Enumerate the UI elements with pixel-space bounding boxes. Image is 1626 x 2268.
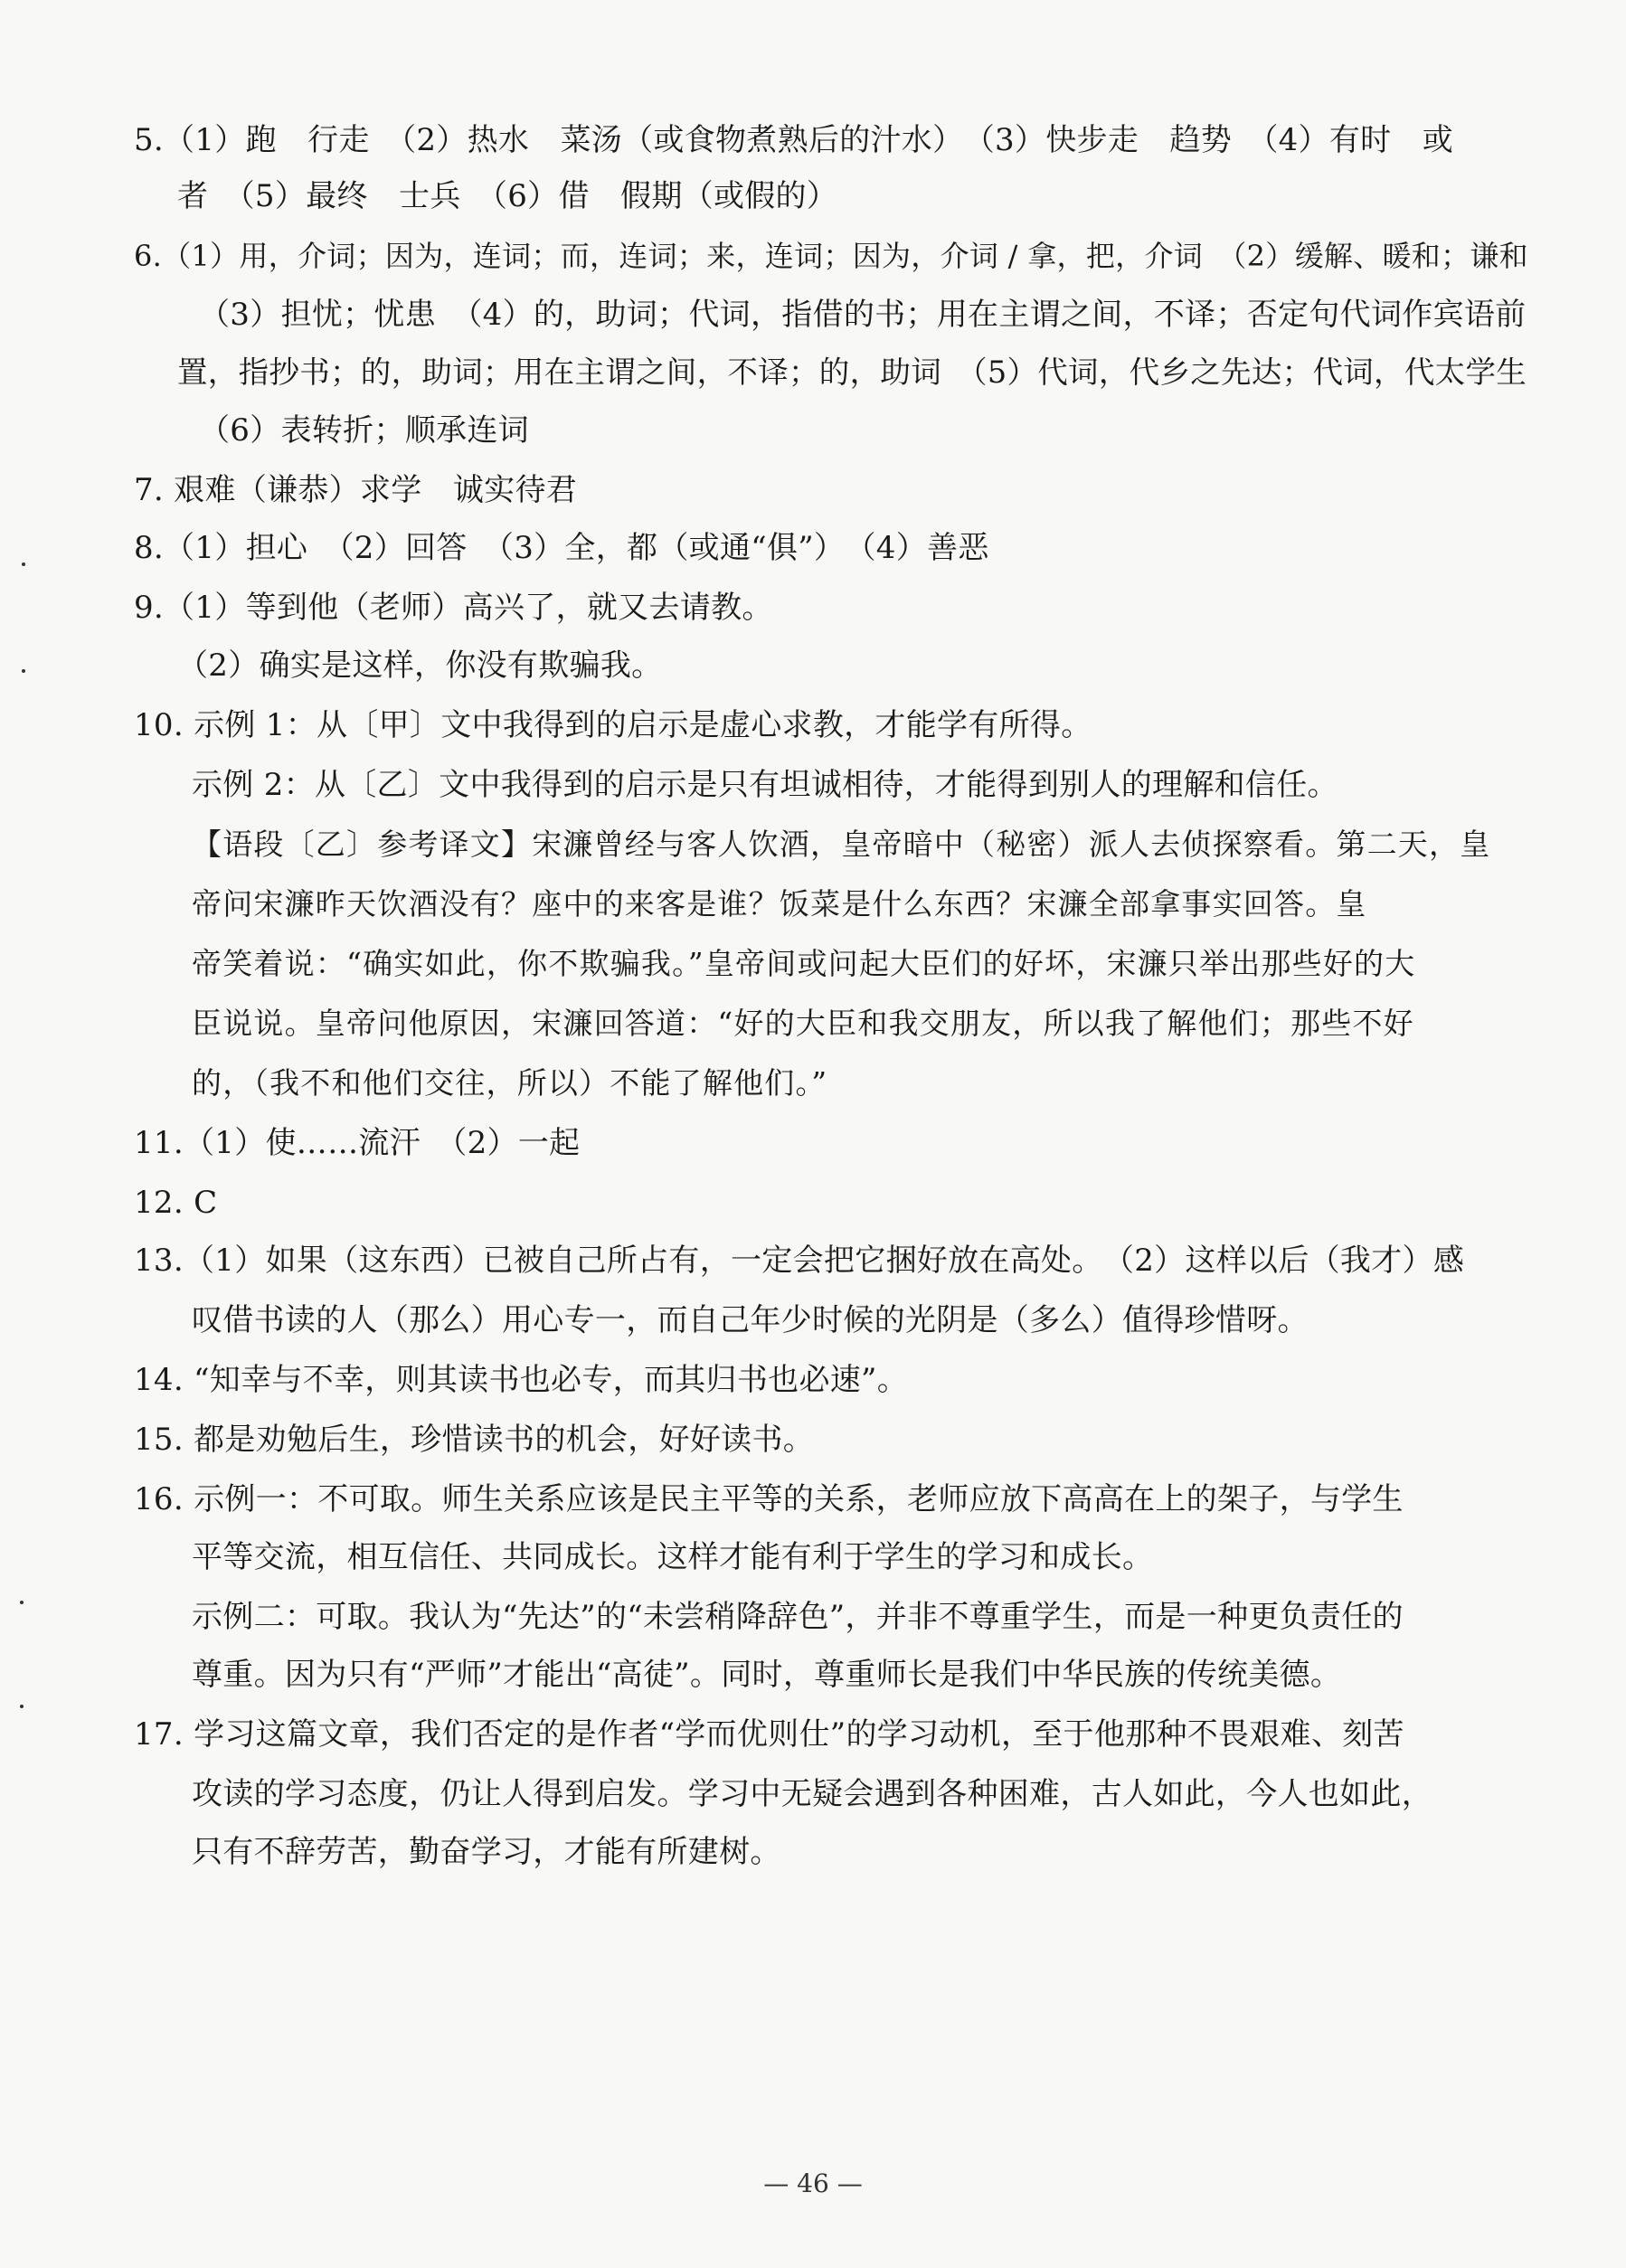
answer-15: 15. 都是劝勉后生，珍惜读书的机会，好好读书。 <box>134 1422 815 1458</box>
translation-line-1: 【语段〔乙〕参考译文】宋濂曾经与客人饮酒，皇帝暗中（秘密）派人去侦探察看。第二天，皇 <box>192 827 1491 862</box>
answer-9-line-1: 9.（1）等到他（老师）高兴了，就又去请教。 <box>134 590 773 626</box>
answer-5-line-1: 5.（1）跑 行走 （2）热水 菜汤（或食物煮熟后的汁水） （3）快步走 趋势 （4）有时 或 <box>134 122 1454 158</box>
answer-16-line-2: 平等交流，相互信任、共同成长。这样才能有利于学生的学习和成长。 <box>192 1539 1154 1575</box>
answer-6-line-2: （3）担忧；忧患 （4）的，助词；代词，指借的书；用在主谓之间，不译；否定句代词作宾语前 <box>199 297 1527 333</box>
translation-line-3: 帝笑着说：“确实如此，你不欺骗我。”皇帝间或问起大臣们的好坏，宋濂只举出那些好的大 <box>192 946 1416 981</box>
answer-6-line-4: （6）表转折；顺承连词 <box>199 412 529 449</box>
answer-9-line-2: （2）确实是这样，你没有欺骗我。 <box>177 647 663 684</box>
scan-speck <box>20 1601 24 1604</box>
translation-line-4: 臣说说。皇帝问他原因，宋濂回答道：“好的大臣和我交朋友，所以我了解他们；那些不好 <box>192 1006 1414 1041</box>
answer-11: 11.（1）使……流汗 （2）一起 <box>134 1125 581 1161</box>
scan-speck <box>22 669 25 673</box>
answer-13-line-1: 13.（1）如果（这东西）已被自己所占有，一定会把它捆好放在高处。 （2）这样以后（我才）感 <box>134 1243 1465 1279</box>
answer-17-line-1: 17. 学习这篇文章，我们否定的是作者“学而优则仕”的学习动机，至于他那种不畏艰难、刻苦 <box>134 1716 1404 1753</box>
translation-line-5: 的，（我不和他们交往，所以）不能了解他们。” <box>192 1065 828 1101</box>
scan-speck <box>22 562 25 566</box>
answer-13-line-2: 叹借书读的人（那么）用心专一，而自己年少时候的光阴是（多么）值得珍惜呀。 <box>192 1302 1309 1338</box>
answer-17-line-2: 攻读的学习态度，仍让人得到启发。学习中无疑会遇到各种困难，古人如此，今人也如此， <box>192 1776 1432 1812</box>
answer-8: 8.（1）担心 （2）回答 （3）全，都（或通“俱”） （4）善恶 <box>134 530 989 566</box>
answer-14: 14. “知幸与不幸，则其读书也必专，而其归书也必速”。 <box>134 1362 909 1398</box>
answer-6-line-1: 6.（1）用，介词；因为，连词；而，连词；来，连词；因为，介词 / 拿，把，介词 （2）缓解、暖和；谦和 <box>134 239 1528 273</box>
scan-speck <box>20 1705 24 1708</box>
answer-6-line-3: 置，指抄书；的，助词；用在主谓之间，不译；的，助词 （5）代词，代乡之先达；代词，代太学生 <box>177 354 1527 390</box>
answer-10-example-1: 10. 示例 1：从〔甲〕文中我得到的启示是虚心求教，才能学有所得。 <box>134 707 1092 743</box>
answer-10-example-2: 示例 2：从〔乙〕文中我得到的启示是只有坦诚相待，才能得到别人的理解和信任。 <box>192 767 1338 803</box>
answer-12: 12. C <box>134 1185 218 1221</box>
translation-line-2: 帝问宋濂昨天饮酒没有？座中的来客是谁？饭菜是什么东西？宋濂全部拿事实回答。皇 <box>192 886 1367 921</box>
answer-7: 7. 艰难（谦恭）求学 诚实待君 <box>134 472 578 508</box>
page-number: — 46 — <box>763 2169 863 2198</box>
answer-16-line-3: 示例二：可取。我认为“先达”的“未尝稍降辞色”，并非不尊重学生，而是一种更负责任的 <box>192 1599 1404 1635</box>
answer-16-line-1: 16. 示例一：不可取。师生关系应该是民主平等的关系，老师应放下高高在上的架子，与学生 <box>134 1481 1404 1517</box>
answer-5-line-2: 者 （5）最终 士兵 （6）借 假期（或假的） <box>177 178 838 214</box>
answer-16-line-4: 尊重。因为只有“严师”才能出“高徒”。同时，尊重师长是我们中华民族的传统美德。 <box>192 1657 1342 1693</box>
answer-17-line-3: 只有不辞劳苦，勤奋学习，才能有所建树。 <box>192 1834 781 1870</box>
